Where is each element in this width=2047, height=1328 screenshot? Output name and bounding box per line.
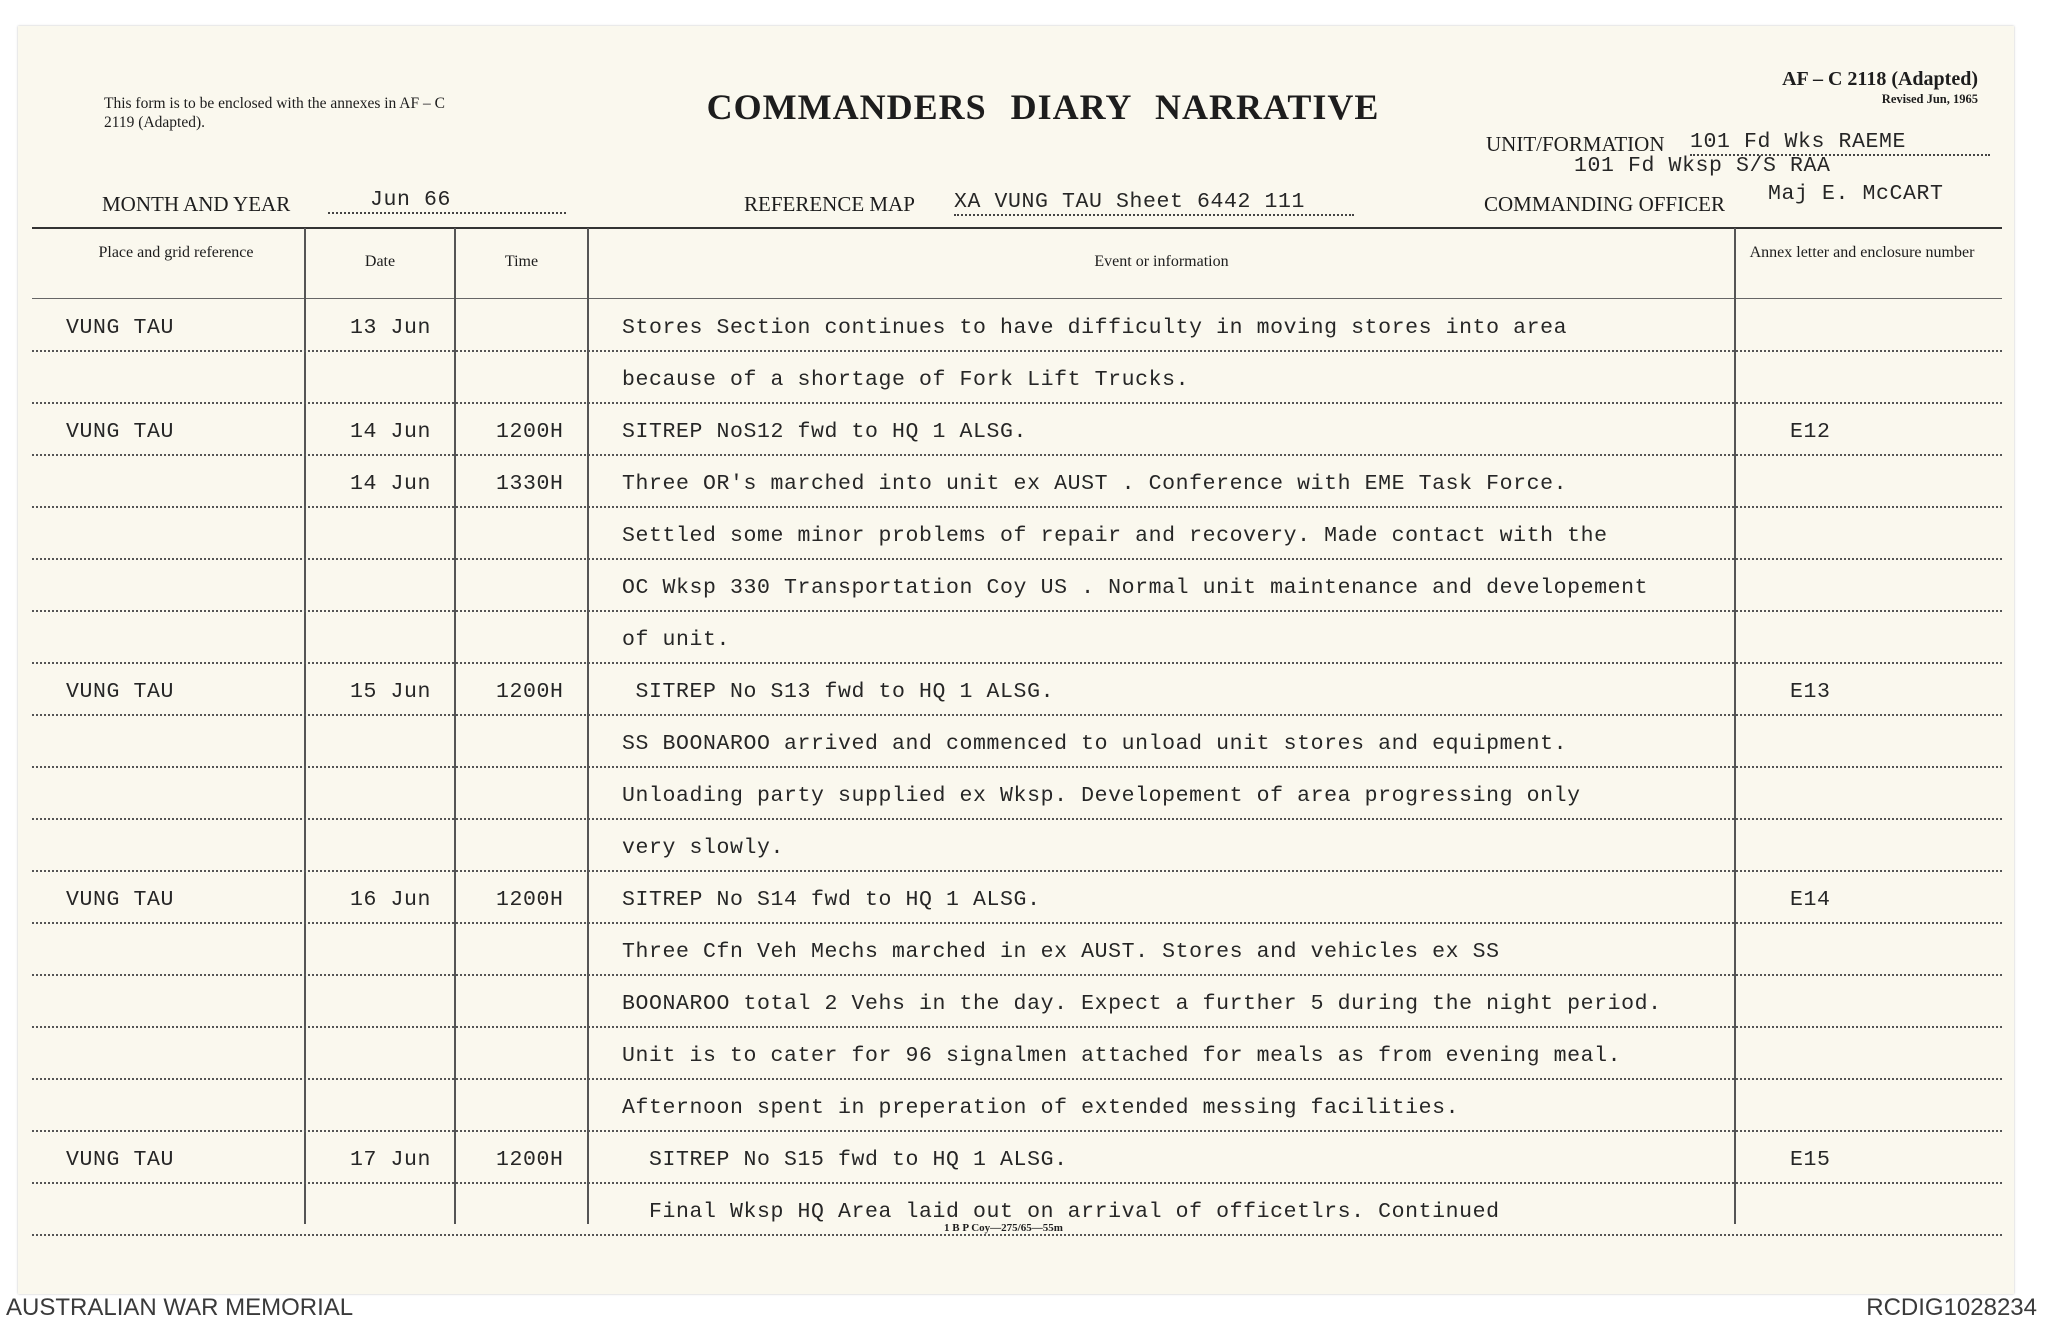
- table-row: [32, 924, 2002, 976]
- cell-annex: E14: [1790, 888, 1831, 912]
- map-value: XA VUNG TAU Sheet 6442 111: [954, 190, 1354, 216]
- table-row: [32, 404, 2002, 456]
- cell-date: 17 Jun: [350, 1148, 432, 1172]
- unit-value-2: 101 Fd Wksp S/S RAA: [1574, 154, 1831, 178]
- table-row: [32, 352, 2002, 404]
- cell-place: VUNG TAU: [66, 680, 175, 704]
- archive-credit: AUSTRALIAN WAR MEMORIAL: [6, 1294, 354, 1321]
- cell-place: VUNG TAU: [66, 888, 175, 912]
- table-row: [32, 456, 2002, 508]
- cell-time: 1200H: [496, 420, 564, 444]
- unit-value-1: 101 Fd Wks RAEME: [1690, 130, 1990, 156]
- cell-place: VUNG TAU: [66, 316, 175, 340]
- table-row: [32, 612, 2002, 664]
- cell-date: 14 Jun: [350, 472, 432, 496]
- table-row: [32, 976, 2002, 1028]
- cell-event: Afternoon spent in preperation of extended messing facilities.: [622, 1096, 1460, 1120]
- month-label: MONTH AND YEAR: [102, 192, 291, 216]
- archive-reference: RCDIG1028234: [1866, 1294, 2037, 1321]
- form-revised: Revised Jun, 1965: [1881, 92, 1978, 106]
- table-row: [32, 560, 2002, 612]
- cell-event: SS BOONAROO arrived and commenced to unload unit stores and equipment.: [622, 732, 1568, 756]
- cell-event: Unit is to cater for 96 signalmen attached for meals as from evening meal.: [622, 1044, 1622, 1068]
- cell-time: 1330H: [496, 472, 564, 496]
- cell-event: Three Cfn Veh Mechs marched in ex AUST. Stores and vehicles ex SS: [622, 940, 1500, 964]
- cell-date: 14 Jun: [350, 420, 432, 444]
- cell-event: Settled some minor problems of repair and recovery. Made contact with the: [622, 524, 1608, 548]
- table-row: [32, 1132, 2002, 1184]
- col-time-header: Time: [504, 253, 539, 270]
- cell-date: 15 Jun: [350, 680, 432, 704]
- cell-event: of unit.: [622, 628, 731, 652]
- table-row: [32, 872, 2002, 924]
- printer-imprint: 1 B P Coy—275/65—55m: [944, 1222, 1063, 1234]
- cell-annex: E15: [1790, 1148, 1831, 1172]
- table-row: [32, 768, 2002, 820]
- cell-time: 1200H: [496, 1148, 564, 1172]
- cell-event: BOONAROO total 2 Vehs in the day. Expect a further 5 during the night period.: [622, 992, 1662, 1016]
- cell-date: 13 Jun: [350, 316, 432, 340]
- month-value: Jun 66: [328, 188, 566, 214]
- cell-event: SITREP No S14 fwd to HQ 1 ALSG.: [622, 888, 1041, 912]
- cell-event: Final Wksp HQ Area laid out on arrival of officetlrs. Continued: [622, 1200, 1500, 1224]
- enclosure-note: This form is to be enclosed with the annexes in AF – C 2119 (Adapted).: [104, 95, 445, 131]
- cell-time: 1200H: [496, 888, 564, 912]
- col-event-header: Event or information: [1094, 253, 1229, 270]
- cell-place: VUNG TAU: [66, 1148, 175, 1172]
- table-row: [32, 508, 2002, 560]
- table-header-rule: [32, 298, 2002, 299]
- cell-event: Unloading party supplied ex Wksp. Developement of area progressing only: [622, 784, 1581, 808]
- cell-event: SITREP NoS12 fwd to HQ 1 ALSG.: [622, 420, 1028, 444]
- cell-time: 1200H: [496, 680, 564, 704]
- cell-event: because of a shortage of Fork Lift Trucks.: [622, 368, 1190, 392]
- cell-event: SITREP No S15 fwd to HQ 1 ALSG.: [622, 1148, 1068, 1172]
- table-row: [32, 716, 2002, 768]
- cell-event: Stores Section continues to have difficulty in moving stores into area: [622, 316, 1568, 340]
- cell-event: SITREP No S13 fwd to HQ 1 ALSG.: [622, 680, 1055, 704]
- unit-label: UNIT/FORMATION: [1486, 132, 1665, 156]
- col-annex-header: Annex letter and enclosure number: [1749, 244, 1975, 261]
- map-label: REFERENCE MAP: [744, 192, 915, 216]
- cell-event: Three OR's marched into unit ex AUST . Conference with EME Task Force.: [622, 472, 1568, 496]
- table-top-rule: [32, 227, 2002, 229]
- form-number: AF – C 2118 (Adapted): [1782, 68, 1978, 90]
- cell-event: very slowly.: [622, 836, 785, 860]
- cell-annex: E13: [1790, 680, 1831, 704]
- diary-sheet: [18, 26, 2014, 1294]
- cell-date: 16 Jun: [350, 888, 432, 912]
- table-row: [32, 820, 2002, 872]
- cell-annex: E12: [1790, 420, 1831, 444]
- co-label: COMMANDING OFFICER: [1484, 192, 1725, 216]
- table-row: [32, 664, 2002, 716]
- table-row: [32, 1028, 2002, 1080]
- form-title: COMMANDERS DIARY NARRATIVE: [706, 87, 1380, 127]
- table-row: [32, 1080, 2002, 1132]
- cell-event: OC Wksp 330 Transportation Coy US . Normal unit maintenance and developement: [622, 576, 1649, 600]
- table-row: [32, 300, 2002, 352]
- col-date-header: Date: [364, 253, 396, 270]
- co-value: Maj E. McCART: [1768, 182, 1944, 206]
- col-place-header: Place and grid reference: [98, 244, 254, 261]
- cell-place: VUNG TAU: [66, 420, 175, 444]
